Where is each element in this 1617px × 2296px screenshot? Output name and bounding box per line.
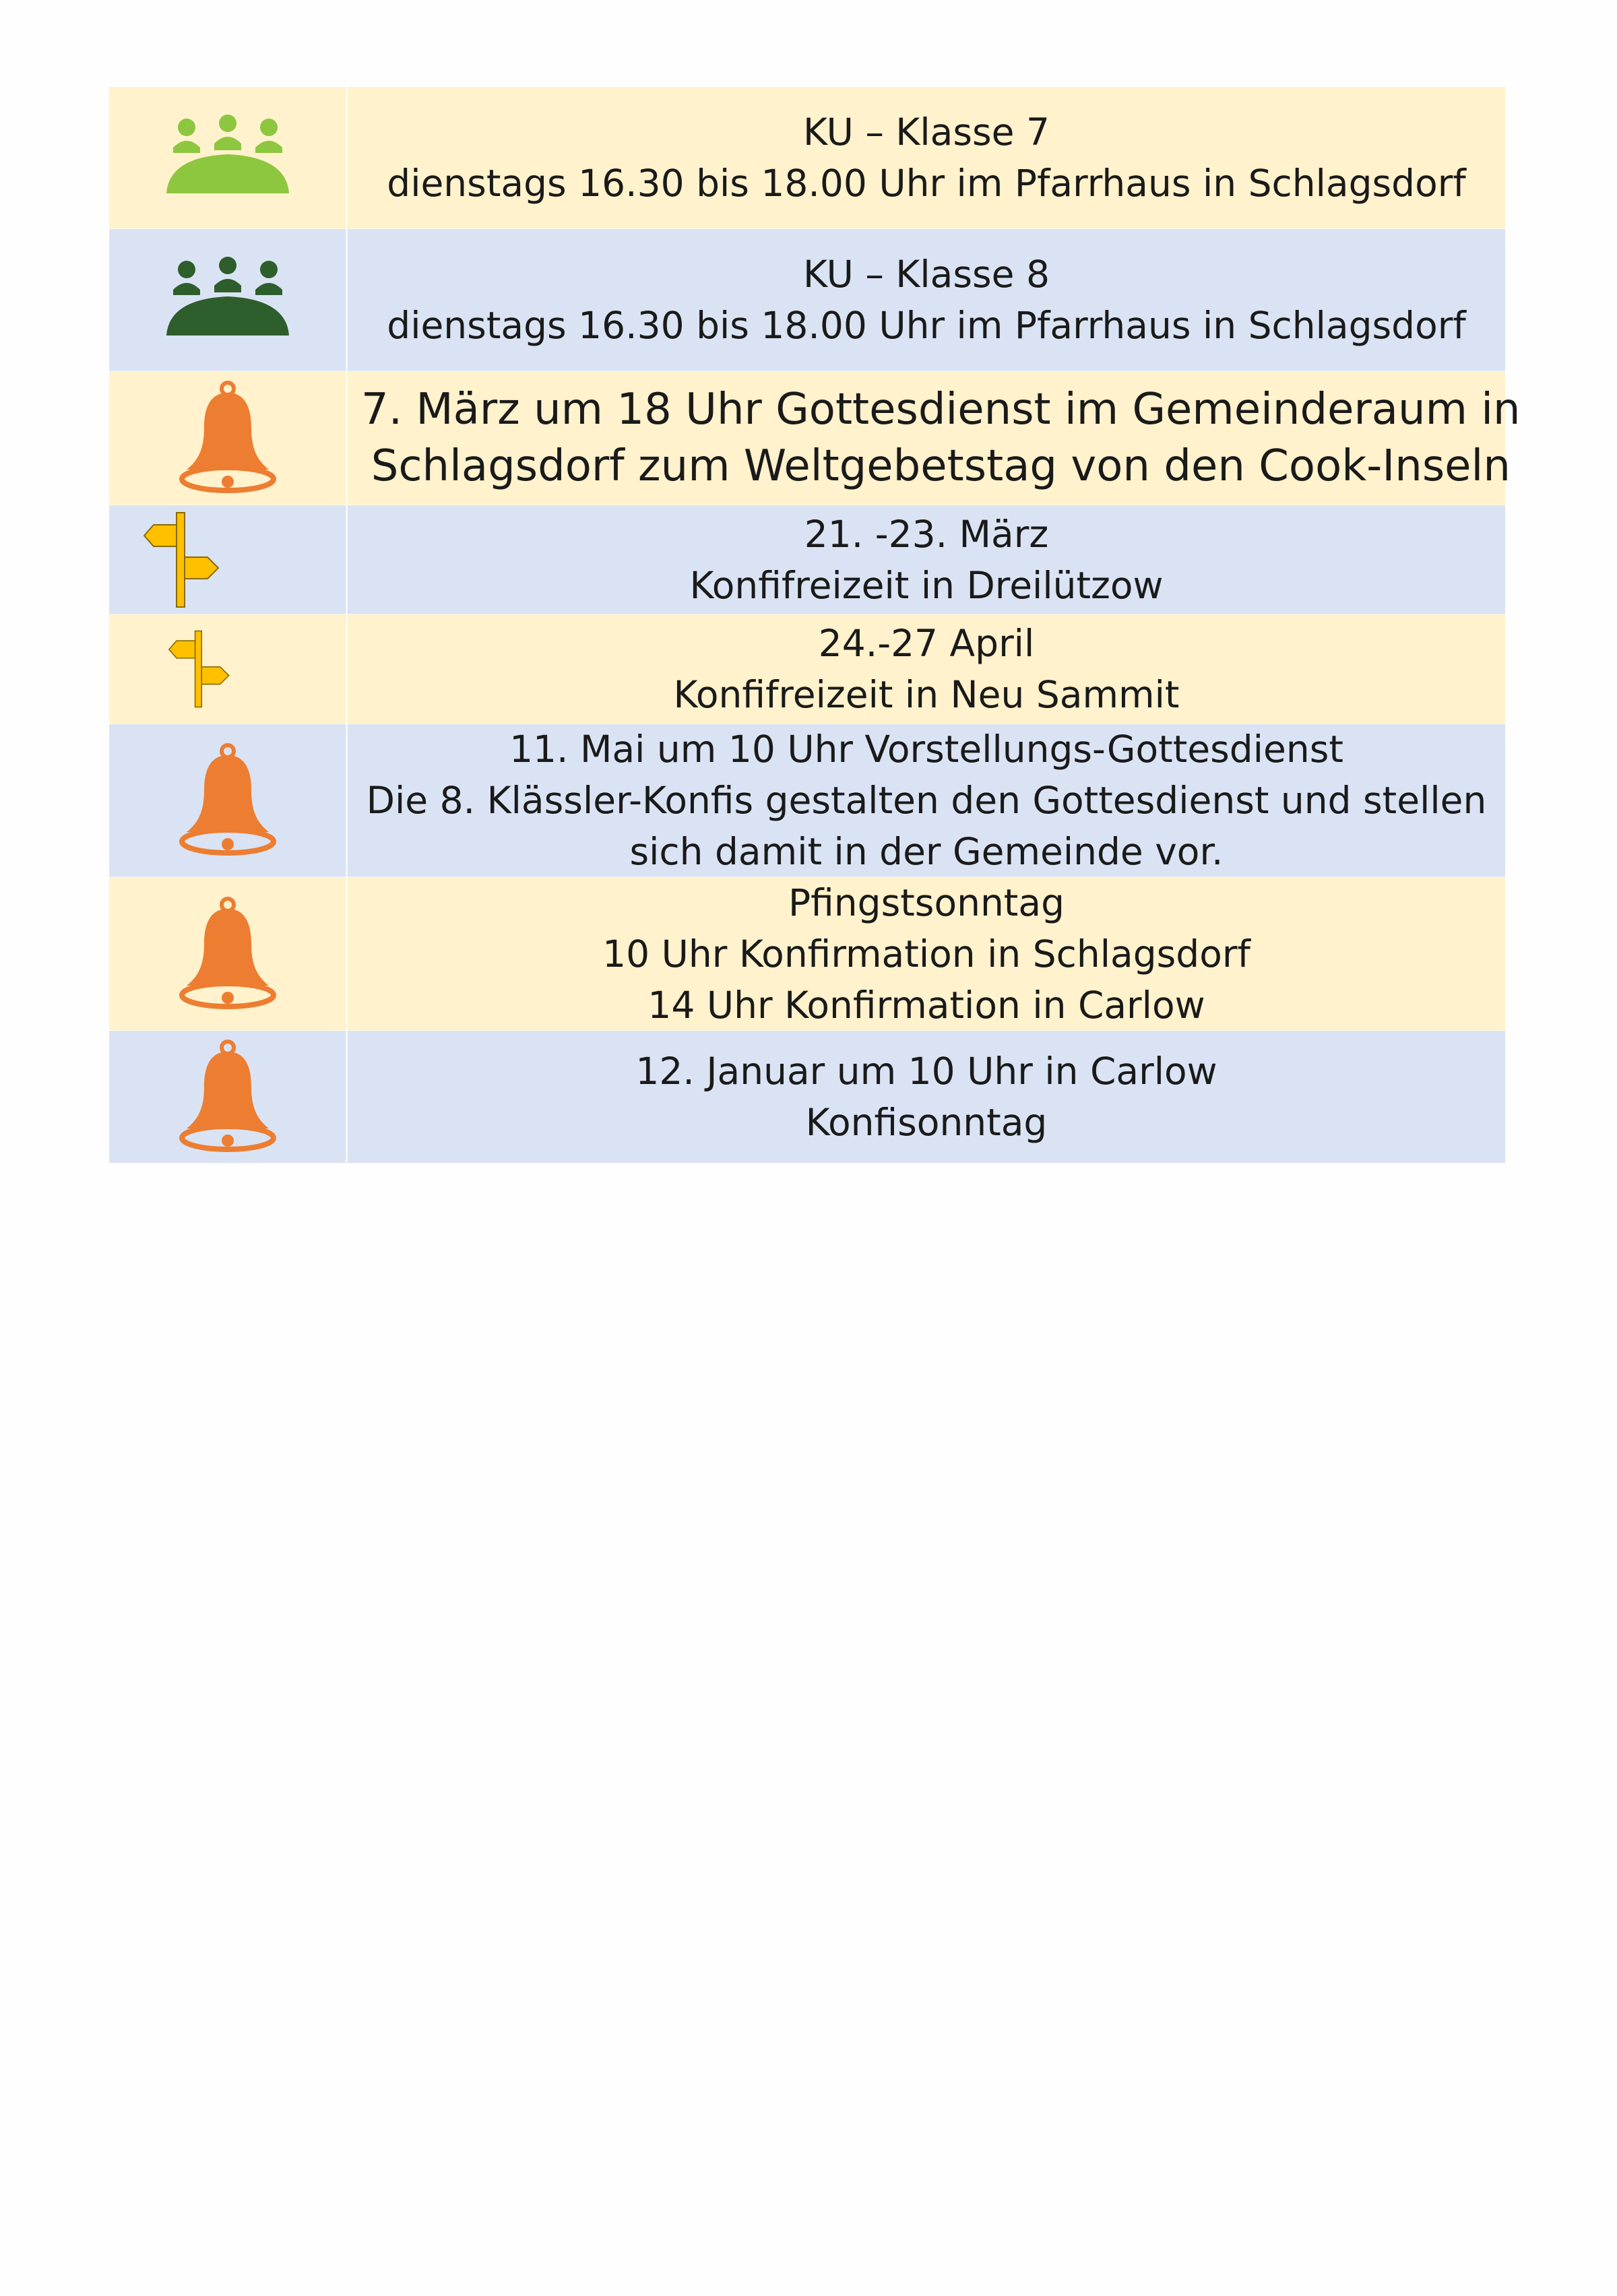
icon-cell xyxy=(109,1031,348,1163)
event-text xyxy=(348,877,1505,1030)
signpost-icon xyxy=(140,510,224,610)
bell-icon xyxy=(177,897,278,1011)
bell-icon xyxy=(177,743,278,858)
schedule-row xyxy=(109,877,1505,1031)
schedule-row xyxy=(109,229,1505,371)
group-dark-green-icon xyxy=(164,256,292,344)
schedule-row xyxy=(109,371,1521,505)
event-line: Konfifreizeit in Neu Sammit xyxy=(673,673,1180,716)
event-line: Schlagsdorf zum Weltgebetstag von den Cook-Inseln xyxy=(371,441,1511,491)
group-light-green-icon xyxy=(164,114,292,201)
event-line: 14 Uhr Konfirmation in Carlow xyxy=(647,983,1205,1027)
event-line: dienstags 16.30 bis 18.00 Uhr im Pfarrhaus in Schlagsdorf xyxy=(387,304,1466,347)
icon-cell xyxy=(109,87,348,228)
event-line: 7. März um 18 Uhr Gottesdienst im Gemeinderaum in xyxy=(361,385,1521,435)
event-text xyxy=(348,1031,1505,1163)
schedule-row xyxy=(109,87,1505,229)
event-text xyxy=(348,614,1505,724)
bell-icon xyxy=(177,1040,278,1154)
event-text xyxy=(348,505,1505,614)
bell-icon xyxy=(177,381,278,495)
event-line: sich damit in der Gemeinde vor. xyxy=(629,830,1224,873)
signpost-icon xyxy=(166,629,233,709)
event-line: 24.-27 April xyxy=(818,622,1035,665)
icon-cell xyxy=(109,877,348,1030)
event-line: KU – Klasse 8 xyxy=(803,253,1050,296)
icon-cell xyxy=(109,724,348,876)
schedule-row xyxy=(109,724,1505,877)
schedule-row xyxy=(109,1031,1505,1163)
icon-cell xyxy=(109,229,348,371)
event-line: 10 Uhr Konfirmation in Schlagsdorf xyxy=(602,932,1250,976)
schedule-row xyxy=(109,614,1505,724)
event-line: dienstags 16.30 bis 18.00 Uhr im Pfarrhaus in Schlagsdorf xyxy=(387,162,1466,205)
event-line: Pfingstsonntag xyxy=(788,881,1065,924)
icon-cell xyxy=(109,505,348,614)
event-line: Die 8. Klässler-Konfis gestalten den Gottesdienst und stellen xyxy=(366,779,1487,822)
event-line: KU – Klasse 7 xyxy=(803,110,1050,154)
event-line: Konfisonntag xyxy=(805,1101,1048,1144)
event-line: 21. -23. März xyxy=(804,512,1049,556)
event-text xyxy=(348,724,1505,876)
schedule-table xyxy=(109,87,1521,1163)
event-line: 11. Mai um 10 Uhr Vorstellungs-Gottesdienst xyxy=(509,728,1343,771)
icon-cell xyxy=(109,614,348,724)
event-text xyxy=(348,229,1505,371)
icon-cell xyxy=(109,371,348,505)
event-line: Konfifreizeit in Dreilützow xyxy=(689,563,1164,607)
event-text xyxy=(348,87,1505,228)
event-line: 12. Januar um 10 Uhr in Carlow xyxy=(635,1050,1217,1093)
schedule-row xyxy=(109,505,1505,614)
event-text xyxy=(348,371,1534,505)
